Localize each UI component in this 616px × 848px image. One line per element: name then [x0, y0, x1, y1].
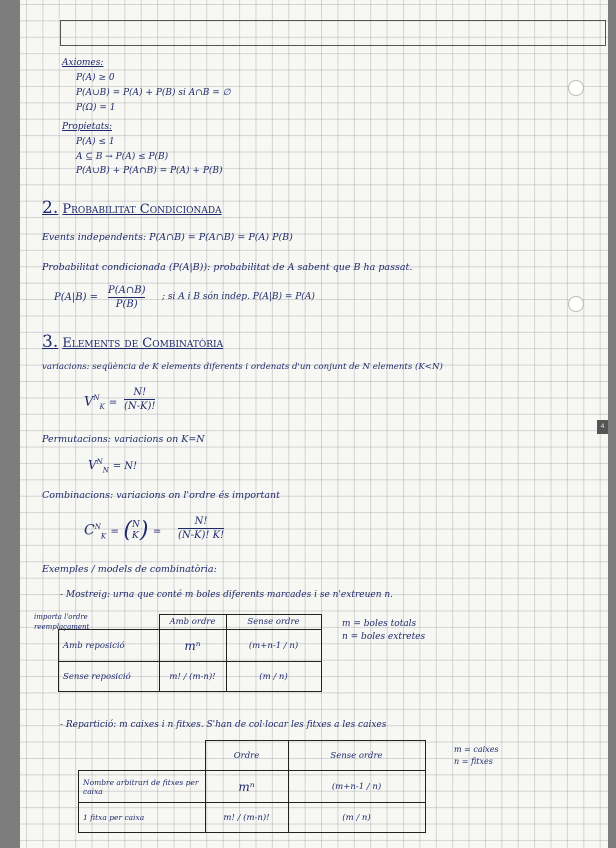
- prob-condicionada: Probabilitat condicionada (P(A|B)): probabilitat de A sabent que B ha passat.: [42, 262, 413, 273]
- combinacions-fraction: [178, 516, 224, 541]
- table-cell: m! / (m-n)!: [205, 803, 288, 833]
- comb-sup: N: [94, 522, 101, 531]
- col-header-amb-ordre: Amb ordre: [159, 615, 226, 630]
- propietat-2: A ⊆ B → P(A) ≤ P(B): [76, 152, 169, 162]
- mostreig-side-note: m = boles totals n = boles extretes: [342, 619, 426, 642]
- cond-formula-den: P(B): [115, 299, 138, 310]
- events-independents: Events independents: P(A∩B) = P(A∩B) = P(A) P(B): [42, 232, 293, 243]
- variacions-sup: N: [93, 394, 100, 402]
- cond-formula-fraction: [108, 285, 145, 310]
- mostreig-def: - Mostreig: urna que conté m boles diferents marcades i se n'extreuen n.: [60, 590, 394, 600]
- punch-hole-bottom: [568, 296, 584, 312]
- propietat-3: P(A∪B) + P(A∩B) = P(A) + P(B): [76, 166, 223, 176]
- fraction-bar: [178, 528, 224, 529]
- cond-formula-lhs: P(A|B) =: [54, 292, 99, 303]
- col-header-sense-ordre: Sense ordre: [226, 615, 321, 630]
- variacions-num: N!: [133, 387, 147, 398]
- section-3-heading: [42, 332, 223, 352]
- comb-letter: C: [84, 522, 95, 539]
- comb-sub: K: [100, 532, 107, 541]
- axiom-1: P(A) ≥ 0: [76, 73, 115, 83]
- col-header-sense-ordre: Sense ordre: [288, 741, 425, 771]
- examples-heading: Exemples / models de combinatòria:: [42, 564, 217, 575]
- col-header-ordre: Ordre: [205, 741, 288, 771]
- mostreig-table: [58, 614, 322, 692]
- axiom-3: P(Ω) = 1: [76, 103, 116, 113]
- repartir-side-note: m = caixes n = fitxes: [454, 745, 499, 766]
- combinacions-def: Combinacions: variacions on l'ordre és important: [42, 490, 280, 501]
- binom-bottom: K: [131, 530, 139, 541]
- section-3-number: 3.: [42, 332, 59, 352]
- axiom-2: P(A∪B) = P(A) + P(B) si A∩B = ∅: [76, 88, 231, 98]
- variacions-den: (N-K)!: [124, 401, 156, 412]
- table-cell: (m / n): [226, 662, 321, 692]
- row-header: Nombre arbitrari de fitxes per caixa: [79, 771, 206, 803]
- table-cell: (m / n): [288, 803, 425, 833]
- perm-sub: N: [102, 466, 109, 475]
- cond-formula-num: P(A∩B): [108, 285, 146, 296]
- header-box: [60, 20, 606, 46]
- table-row: [59, 662, 322, 692]
- comb-num: N!: [194, 516, 208, 527]
- variacions-fraction: [124, 387, 155, 412]
- table-cell: m! / (m-n)!: [159, 662, 226, 692]
- table-row: [79, 741, 426, 771]
- table1-corner: importa l'ordre reemplaçament: [34, 613, 90, 631]
- table-row: [59, 630, 322, 662]
- table-cell: mⁿ: [205, 771, 288, 803]
- propietats-label: Propietats:: [62, 122, 112, 132]
- fraction-bar: [108, 297, 145, 298]
- section-2-heading: [42, 198, 222, 218]
- binom-top: N: [131, 519, 140, 530]
- table-cell: mⁿ: [159, 630, 226, 662]
- margin-tab: 4: [597, 420, 608, 434]
- repartir-table: [78, 740, 426, 833]
- table-row: [59, 615, 322, 630]
- variacions-symbol: $V^N_K$ =: [84, 394, 118, 411]
- row-header: Amb reposició: [59, 630, 160, 662]
- variacions-def: variacions: seqüència de K elements diferents i ordenats d'un conjunt de N elements (K<N): [42, 362, 443, 372]
- notebook-page: [20, 0, 608, 848]
- propietat-1: P(A) ≤ 1: [76, 137, 115, 147]
- section-2-title: Probabilitat Condicionada: [62, 202, 222, 217]
- row-header: Sense reposició: [59, 662, 160, 692]
- permutacions-def: Permutacions: variacions on K=N: [42, 434, 205, 445]
- variacions-sub: K: [99, 402, 105, 411]
- table-cell: (m+n-1 / n): [226, 630, 321, 662]
- table-row: [79, 771, 426, 803]
- axiomes-label: Axiomes:: [62, 58, 104, 68]
- permutacions-formula: $V^N_N = N$!: [88, 458, 138, 475]
- table-cell: (m+n-1 / n): [288, 771, 425, 803]
- variacions-letter: V: [84, 394, 94, 410]
- row-header: 1 fitxa per caixa: [79, 803, 206, 833]
- repartir-def: - Repartició: m caixes i n fitxes. S'han de col·locar les fitxes a les caixes: [60, 720, 387, 730]
- fraction-bar: [124, 399, 155, 400]
- table-corner-cell: [59, 615, 160, 630]
- table-row: [79, 803, 426, 833]
- table-corner-cell: [79, 741, 206, 771]
- perm-sup: N: [96, 458, 103, 466]
- punch-hole-top: [568, 80, 584, 96]
- comb-den: (N-K)! K!: [178, 530, 225, 541]
- section-2-number: 2.: [42, 198, 59, 218]
- combinacions-formula: $C^N_K$ = ( N K ) =: [84, 518, 162, 543]
- cond-formula-note: ; si A i B són indep. P(A|B) = P(A): [162, 292, 315, 302]
- section-3-title: Elements de Combinatòria: [62, 336, 224, 351]
- permutacions-value: = N!: [112, 461, 138, 472]
